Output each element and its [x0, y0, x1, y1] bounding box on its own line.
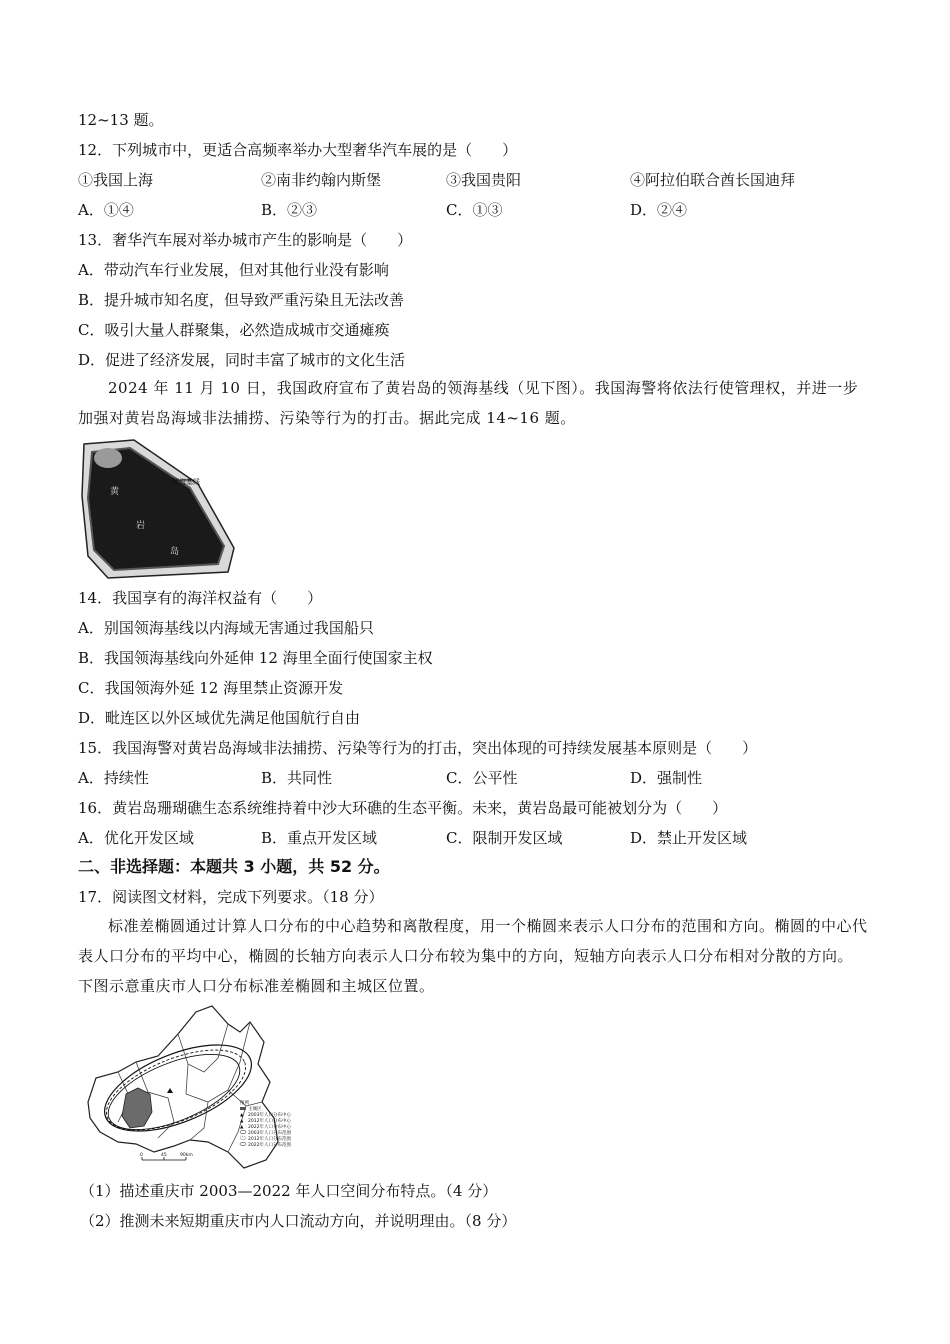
q12-option-a[interactable]: A．①④ [78, 201, 134, 219]
scale-label-0: 0 [140, 1153, 143, 1158]
q15-option-c[interactable]: C．公平性 [446, 769, 518, 787]
q12-item-3: ③我国贵阳 [446, 171, 522, 189]
legend-marker-2: ▲ [240, 1113, 244, 1118]
question-15-options [78, 768, 878, 788]
q15-option-d[interactable]: D．强制性 [630, 769, 703, 787]
q15-option-a[interactable]: A．持续性 [78, 769, 149, 787]
legend-item-1: 主城区 [248, 1107, 262, 1112]
q12-option-c[interactable]: C．①③ [446, 201, 503, 219]
section-2-heading: 二、非选择题：本题共 3 小题，共 52 分。 [78, 857, 390, 876]
scale-label-2: 90km [180, 1153, 193, 1158]
q12-item-1: ①我国上海 [78, 171, 154, 189]
map-char-3: 岛 [170, 547, 180, 557]
question-16-options [78, 828, 878, 848]
question-12-stem: 12．下列城市中，更适合高频率举办大型奢华汽车展的是（ ） [78, 141, 518, 159]
scale-label-1: 45 [161, 1153, 167, 1158]
legend-item-5: 2003年人口分布范围 [248, 1131, 291, 1136]
q12-item-2: ②南非约翰内斯堡 [261, 171, 382, 189]
legend-item-4: 2022年人口分布中心 [248, 1125, 291, 1130]
q13-option-b[interactable]: B．提升城市知名度，但导致严重污染且无法改善 [78, 291, 405, 309]
legend-item-2: 2003年人口分布中心 [248, 1113, 291, 1118]
continued-question-range: 12~13 题。 [78, 111, 164, 129]
question-17-part-2: （2）推测未来短期重庆市内人口流动方向，并说明理由。（8 分） [80, 1212, 517, 1230]
legend-item-3: 2012年人口分布中心 [248, 1119, 291, 1124]
q14-option-b[interactable]: B．我国领海基线向外延伸 12 海里全面行使国家主权 [78, 649, 433, 667]
map-char-2: 岩 [136, 521, 146, 531]
q16-option-b[interactable]: B．重点开发区域 [261, 829, 378, 847]
map-char-1: 黄 [110, 487, 120, 497]
q14-option-d[interactable]: D．毗连区以外区域优先满足他国航行自由 [78, 709, 361, 727]
q13-option-d[interactable]: D．促进了经济发展，同时丰富了城市的文化生活 [78, 351, 406, 369]
question-16-stem: 16．黄岩岛珊瑚礁生态系统维持着中沙大环礁的生态平衡。未来，黄岩岛最可能被划分为（ ） [78, 799, 728, 817]
legend-item-6: 2012年人口分布范围 [248, 1137, 291, 1142]
legend-item-7: 2022年人口分布范围 [248, 1143, 291, 1148]
q16-option-c[interactable]: C．限制开发区域 [446, 829, 563, 847]
legend-title: 图例 [240, 1101, 249, 1106]
q16-option-a[interactable]: A．优化开发区域 [78, 829, 194, 847]
q13-option-c[interactable]: C．吸引大量人群聚集，必然造成城市交通瘫痪 [78, 321, 390, 339]
baseline-label: 领海基线 [172, 478, 200, 486]
q13-option-a[interactable]: A．带动汽车行业发展，但对其他行业没有影响 [78, 261, 389, 279]
question-17-stem: 17．阅读图文材料，完成下列要求。（18 分） [78, 888, 384, 906]
legend-marker-4: ▲ [240, 1125, 244, 1130]
question-13-stem: 13．奢华汽车展对举办城市产生的影响是（ ） [78, 231, 413, 249]
question-12-items [78, 170, 878, 190]
q12-option-d[interactable]: D．②④ [630, 201, 688, 219]
question-12-options [78, 200, 878, 220]
q14-option-a[interactable]: A．别国领海基线以内海域无害通过我国船只 [78, 619, 374, 637]
q16-option-d[interactable]: D．禁止开发区域 [630, 829, 748, 847]
reef-highlight [94, 448, 122, 468]
legend-marker-3: ▲ [240, 1119, 244, 1124]
q15-option-b[interactable]: B．共同性 [261, 769, 333, 787]
q12-option-b[interactable]: B．②③ [261, 201, 318, 219]
question-14-stem: 14．我国享有的海洋权益有（ ） [78, 589, 323, 607]
material-chongqing-ellipse: 标准差椭圆通过计算人口分布的中心趋势和离散程度，用一个椭圆来表示人口分布的范围和方向。椭圆的中心代表人口分布的平均中心，椭圆的长轴方向表示人口分布较为集中的方向，短轴方向表示人口分布相对分散的方向。下图示意重庆市人口分布标准差椭圆和主城区位置。 [78, 917, 868, 995]
question-17-part-1: （1）描述重庆市 2003—2022 年人口空间分布特点。（4 分） [80, 1182, 498, 1200]
q14-option-c[interactable]: C．我国领海外延 12 海里禁止资源开发 [78, 679, 344, 697]
material-huangyan-island: 2024 年 11 月 10 日，我国政府宣布了黄岩岛的领海基线（见下图）。我国海警将依法行使管理权，并进一步加强对黄岩岛海域非法捕捞、污染等行为的打击。据此完成 14~16 题。 [78, 379, 859, 427]
question-15-stem: 15．我国海警对黄岩岛海域非法捕捞、污染等行为的打击，突出体现的可持续发展基本原则是（ ） [78, 739, 758, 757]
q12-item-4: ④阿拉伯联合酋长国迪拜 [630, 171, 796, 189]
huangyan-island-baseline-map [78, 436, 238, 582]
chongqing-population-ellipse-map [78, 1002, 310, 1172]
